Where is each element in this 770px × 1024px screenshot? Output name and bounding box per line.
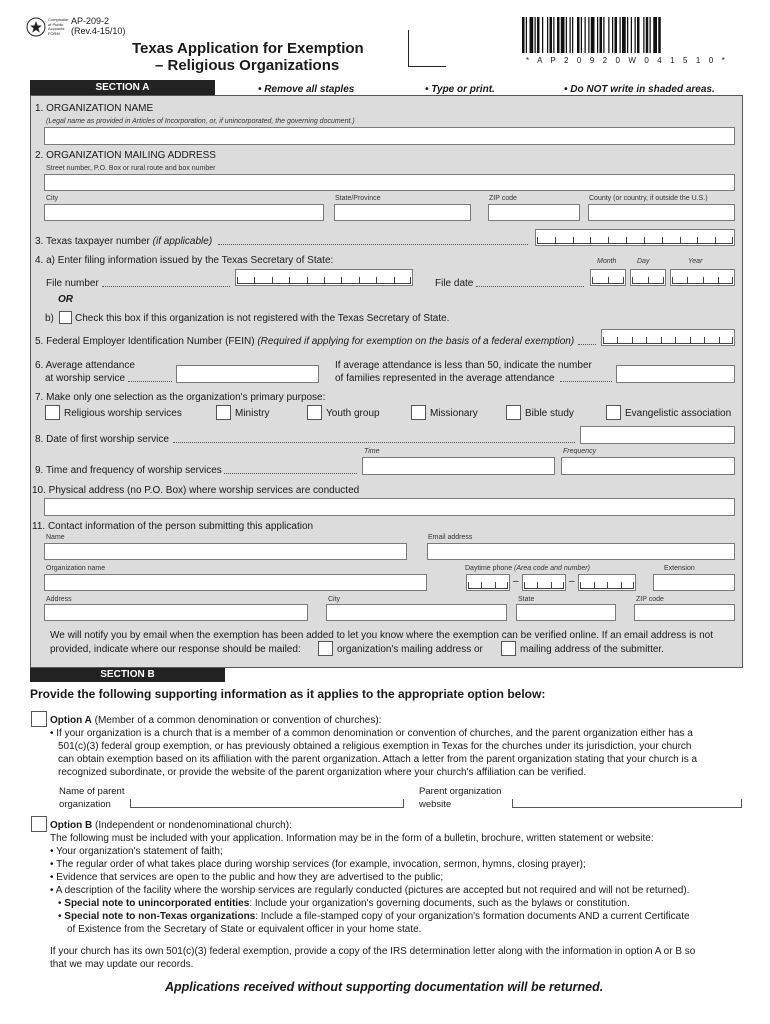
purpose-missionary-checkbox[interactable] bbox=[411, 405, 426, 420]
notify-org-address-label: organization's mailing address or bbox=[337, 644, 483, 655]
barcode-bar bbox=[637, 17, 640, 53]
q11-name-label: Name bbox=[46, 534, 65, 541]
q4-file-number-label: File number bbox=[46, 278, 99, 289]
q2-label: 2. ORGANIZATION MAILING ADDRESS bbox=[35, 150, 216, 161]
notify-org-address-checkbox[interactable] bbox=[318, 641, 333, 656]
digit-tick bbox=[394, 277, 395, 283]
section-b-heading: Provide the following supporting information as it applies to the appropriate option below: bbox=[30, 687, 546, 701]
file-date-year-ticks bbox=[672, 270, 733, 284]
purpose-worship-checkbox[interactable] bbox=[45, 405, 60, 420]
q4-day-label: Day bbox=[637, 258, 650, 265]
parent-website-label-2: website bbox=[419, 799, 452, 810]
contact-city-field[interactable] bbox=[326, 604, 507, 621]
footer-warning: Applications received without supporting documentation will be returned. bbox=[165, 980, 604, 994]
mailing-county-field[interactable] bbox=[588, 204, 735, 221]
option-b-bullet-3: • Evidence that services are open to the public and how they are advertised to the public; bbox=[50, 872, 444, 883]
digit-tick bbox=[495, 582, 496, 588]
q2-county-label bbox=[589, 195, 708, 202]
barcode-bar bbox=[570, 17, 571, 53]
q11-address-label: Address bbox=[46, 596, 72, 603]
q4-file-number-leader bbox=[102, 286, 230, 287]
note-unincorporated bbox=[58, 898, 630, 909]
purpose-evangelistic-checkbox[interactable] bbox=[606, 405, 621, 420]
worship-time-field[interactable] bbox=[362, 457, 555, 475]
barcode-bar bbox=[627, 17, 628, 53]
option-a-line2: 501(c)(3) federal group exemption, or has previously obtained a religious exemption in Texas for the churches under its jurisdiction, your church bbox=[58, 741, 692, 752]
barcode-bar bbox=[550, 17, 553, 53]
digit-tick bbox=[551, 582, 552, 588]
file-number-ticks bbox=[237, 270, 411, 284]
section-b-tab: SECTION B bbox=[30, 668, 225, 682]
digit-tick bbox=[590, 237, 591, 243]
q4-file-date-leader bbox=[476, 286, 584, 287]
parent-name-line[interactable] bbox=[130, 799, 404, 808]
note-nontexas-line2: of Existence from the Secretary of State or equivalent officer in your home state. bbox=[67, 924, 422, 935]
q11-phone-note: (Area code and number) bbox=[514, 565, 590, 572]
q2-state-label: State/Province bbox=[335, 195, 381, 202]
q11-extension-label: Extension bbox=[664, 565, 695, 572]
q8-label: 8. Date of first worship service bbox=[35, 434, 169, 445]
phone-extension-field[interactable] bbox=[653, 574, 735, 591]
digit-tick bbox=[719, 337, 720, 343]
barcode-bar bbox=[553, 17, 554, 53]
purpose-evangelistic-label: Evangelistic association bbox=[625, 408, 732, 419]
contact-zip-field[interactable] bbox=[634, 604, 735, 621]
digit-tick bbox=[237, 277, 238, 283]
comptroller-seal-text: Comptroller of Public Accounts FORM bbox=[48, 17, 69, 36]
option-b-checkbox[interactable] bbox=[31, 816, 47, 832]
barcode-bar bbox=[542, 17, 543, 53]
q4b-prefix: b) bbox=[45, 313, 54, 324]
option-a-heading bbox=[50, 715, 381, 726]
digit-tick bbox=[621, 582, 622, 588]
parent-name-label-2: organization bbox=[59, 799, 111, 810]
phone-area-code-ticks bbox=[468, 575, 508, 589]
option-a-line3: can obtain exemption based on its affiliation with the parent organization. Attach a letter from the parent organization stating that your church is a bbox=[58, 754, 698, 765]
digit-tick bbox=[697, 237, 698, 243]
barcode-bar bbox=[631, 17, 632, 53]
digit-tick bbox=[644, 237, 645, 243]
note-nontexas-title: Special note to non-Texas organizations bbox=[64, 911, 256, 922]
digit-tick bbox=[410, 277, 411, 283]
digit-tick bbox=[680, 237, 681, 243]
q11-city-label: City bbox=[328, 596, 341, 603]
parent-website-label-1: Parent organization bbox=[419, 786, 502, 797]
file-date-day-ticks bbox=[632, 270, 664, 284]
digit-tick bbox=[662, 237, 663, 243]
digit-tick bbox=[507, 582, 508, 588]
digit-tick bbox=[623, 277, 624, 283]
digit-tick bbox=[607, 582, 608, 588]
option-a-subtitle: (Member of a common denomination or convention of churches): bbox=[94, 715, 382, 726]
barcode-bar bbox=[561, 17, 565, 53]
notify-submitter-address-checkbox[interactable] bbox=[501, 641, 516, 656]
q9-time-label: Time bbox=[364, 448, 380, 455]
barcode-bar bbox=[522, 17, 525, 53]
digit-tick bbox=[608, 277, 609, 283]
option-a-line1: • If your organization is a church that is a member of a common denomination or convention of churches, and the parent organization either has a bbox=[50, 728, 693, 739]
digit-tick bbox=[376, 277, 377, 283]
note-nontexas bbox=[58, 911, 690, 922]
parent-name-label-1: Name of parent bbox=[59, 786, 125, 797]
digit-tick bbox=[704, 337, 705, 343]
purpose-ministry-checkbox[interactable] bbox=[216, 405, 231, 420]
phone-dash-2: – bbox=[569, 576, 575, 587]
digit-tick bbox=[687, 277, 688, 283]
barcode-bar bbox=[612, 17, 613, 53]
digit-tick bbox=[359, 277, 360, 283]
q3-label-text: 3. Texas taxpayer number bbox=[35, 236, 150, 247]
q6-right-leader bbox=[560, 381, 612, 382]
option-b-bullet-1: • Your organization's statement of faith; bbox=[50, 846, 223, 857]
digit-tick bbox=[646, 337, 647, 343]
contact-state-field[interactable] bbox=[516, 604, 616, 621]
notify-line2: provided, indicate where our response should be mailed: bbox=[50, 644, 301, 655]
digit-tick bbox=[732, 277, 733, 283]
q11-state-label: State bbox=[518, 596, 535, 603]
digit-tick bbox=[617, 337, 618, 343]
parent-website-line[interactable] bbox=[512, 799, 742, 808]
barcode-bar bbox=[615, 17, 618, 53]
barcode-bar bbox=[591, 17, 595, 53]
barcode-bar bbox=[526, 17, 527, 53]
digit-tick bbox=[555, 237, 556, 243]
barcode-bar bbox=[547, 17, 548, 53]
taxpayer-number-ticks bbox=[537, 230, 733, 244]
digit-tick bbox=[718, 277, 719, 283]
q6-leader bbox=[128, 381, 172, 382]
digit-tick bbox=[632, 277, 633, 283]
barcode-bar bbox=[600, 17, 603, 53]
barcode-bar bbox=[577, 17, 580, 53]
form-revision: (Rev.4-15/10) bbox=[71, 26, 126, 36]
digit-tick bbox=[481, 582, 482, 588]
q3-leader bbox=[218, 244, 528, 245]
q11-org-name-label: Organization name bbox=[46, 565, 106, 572]
digit-tick bbox=[663, 277, 664, 283]
phone-prefix-ticks bbox=[524, 575, 564, 589]
mailing-city-field[interactable] bbox=[44, 204, 324, 221]
option-b-bullet-2: • The regular order of what takes place during worship services (for example, invocation, sermon, hymns, closing prayer); bbox=[50, 859, 586, 870]
notify-submitter-address-label: mailing address of the submitter. bbox=[520, 644, 664, 655]
digit-tick bbox=[608, 237, 609, 243]
q10-label: 10. Physical address (no P.O. Box) where worship services are conducted bbox=[32, 485, 360, 496]
option-b-heading bbox=[50, 820, 292, 831]
q11-label: 11. Contact information of the person submitting this application bbox=[32, 521, 314, 532]
note-nontexas-bullet: • bbox=[58, 911, 65, 922]
file-date-month-ticks bbox=[592, 270, 624, 284]
section-a-tab: SECTION A bbox=[30, 80, 215, 95]
barcode-bar bbox=[643, 17, 644, 53]
barcode-bar bbox=[597, 17, 598, 53]
form-title-line1: Texas Application for Exemption bbox=[132, 40, 364, 57]
digit-tick bbox=[272, 277, 273, 283]
digit-tick bbox=[468, 582, 469, 588]
contact-address-field[interactable] bbox=[44, 604, 308, 621]
instruction-staples: • Remove all staples bbox=[258, 84, 355, 95]
barcode-bar bbox=[572, 17, 573, 53]
worship-frequency-field[interactable] bbox=[561, 457, 735, 475]
digit-tick bbox=[324, 277, 325, 283]
mailing-street-field[interactable] bbox=[44, 174, 735, 191]
digit-tick bbox=[675, 337, 676, 343]
q8-leader bbox=[173, 442, 575, 443]
note-unincorporated-title: Special note to unincorporated entities bbox=[64, 898, 250, 909]
q1-note: (Legal name as provided in Articles of Incorporation, or, if unincorporated, the governing document.) bbox=[46, 118, 355, 125]
barcode bbox=[522, 17, 739, 53]
q2-city-label: City bbox=[46, 195, 59, 202]
digit-tick bbox=[703, 277, 704, 283]
option-b-subtitle: (Independent or nondenominational church): bbox=[95, 820, 292, 831]
option-b-intro: The following must be included with your application. Information may be in the form of a bulletin, brochure, written statement or website: bbox=[50, 833, 654, 844]
digit-tick bbox=[690, 337, 691, 343]
purpose-bible-study-checkbox[interactable] bbox=[506, 405, 521, 420]
q2-zip-label: ZIP code bbox=[489, 195, 517, 202]
q9-frequency-label: Frequency bbox=[563, 448, 597, 455]
q3-label bbox=[35, 236, 212, 247]
barcode-bar bbox=[535, 17, 536, 53]
option-a-title: Option A bbox=[50, 715, 92, 726]
instruction-type: • Type or print. bbox=[425, 84, 495, 95]
digit-tick bbox=[715, 237, 716, 243]
barcode-bar bbox=[581, 17, 582, 53]
digit-tick bbox=[580, 582, 581, 588]
physical-address-field[interactable] bbox=[44, 498, 735, 516]
purpose-youth-label: Youth group bbox=[326, 408, 380, 419]
q4-month-label: Month bbox=[597, 258, 617, 265]
digit-tick bbox=[254, 277, 255, 283]
barcode-bar bbox=[557, 17, 560, 53]
digit-tick bbox=[563, 582, 564, 588]
purpose-missionary-label: Missionary bbox=[430, 408, 478, 419]
digit-tick bbox=[672, 277, 673, 283]
digit-tick bbox=[537, 582, 538, 588]
form-title-line2: – Religious Organizations bbox=[155, 57, 340, 74]
first-worship-date-field[interactable] bbox=[580, 426, 735, 444]
digit-tick bbox=[592, 277, 593, 283]
barcode-bar bbox=[566, 17, 567, 53]
q11-phone-label bbox=[465, 565, 590, 572]
digit-tick bbox=[289, 277, 290, 283]
q4b-label: Check this box if this organization is not registered with the Texas Secretary of State. bbox=[75, 313, 450, 324]
organization-name-field[interactable] bbox=[44, 127, 735, 145]
mailing-zip-field[interactable] bbox=[488, 204, 580, 221]
q9-label: 9. Time and frequency of worship services bbox=[35, 465, 222, 476]
phone-dash-1: – bbox=[513, 576, 519, 587]
comptroller-seal bbox=[26, 17, 46, 37]
option-a-line4: recognized subordinate, or provide the website of the parent organization where your church's affiliation can be verified. bbox=[58, 767, 587, 778]
barcode-bar bbox=[537, 17, 540, 53]
option-a-checkbox[interactable] bbox=[31, 711, 47, 727]
purpose-ministry-label: Ministry bbox=[235, 408, 270, 419]
fein-ticks bbox=[603, 330, 733, 344]
note-nontexas-text: : Include a file-stamped copy of your organization's formation documents AND a current Certificate bbox=[255, 911, 690, 922]
contact-org-name-field[interactable] bbox=[44, 574, 427, 591]
q6-right-line1: If average attendance is less than 50, indicate the number bbox=[335, 360, 592, 371]
barcode-bar bbox=[620, 17, 621, 53]
notify-line1: We will notify you by email when the exemption has been added to let you know where the exemption can be verified online. If an email address is not bbox=[50, 630, 713, 641]
not-registered-checkbox[interactable] bbox=[59, 311, 72, 324]
option-b-bullet-4: • A description of the facility where the worship services are regularly conducted (pictures are accepted but not required and will not be returned). bbox=[50, 885, 690, 896]
barcode-bar bbox=[585, 17, 586, 53]
digit-tick bbox=[537, 237, 538, 243]
barcode-bar bbox=[588, 17, 589, 53]
purpose-bible-study-label: Bible study bbox=[525, 408, 574, 419]
q6-right-line2: of families represented in the average attendance bbox=[335, 373, 555, 384]
barcode-bar bbox=[658, 17, 661, 53]
form-number: AP-209-2 bbox=[71, 16, 110, 26]
contact-name-field[interactable] bbox=[44, 543, 407, 560]
q11-phone-text: Daytime phone bbox=[465, 565, 513, 572]
q7-label: 7. Make only one selection as the organization's primary purpose: bbox=[35, 392, 326, 403]
purpose-worship-label: Religious worship services bbox=[64, 408, 182, 419]
q4-or: OR bbox=[58, 294, 73, 305]
digit-tick bbox=[732, 337, 733, 343]
digit-tick bbox=[524, 582, 525, 588]
digit-tick bbox=[661, 337, 662, 343]
barcode-bar bbox=[650, 17, 651, 53]
digit-tick bbox=[633, 582, 634, 588]
q3-note: (if applicable) bbox=[152, 236, 213, 247]
barcode-bar bbox=[603, 17, 604, 53]
mailing-state-field[interactable] bbox=[334, 204, 471, 221]
q5-leader bbox=[578, 344, 596, 345]
digit-tick bbox=[307, 277, 308, 283]
digit-tick bbox=[648, 277, 649, 283]
barcode-text: * A P 2 0 9 2 0 W 0 4 1 5 1 0 * bbox=[526, 56, 728, 65]
q1-label: 1. ORGANIZATION NAME bbox=[35, 103, 154, 114]
q4a-label: 4. a) Enter filing information issued by the Texas Secretary of State: bbox=[35, 255, 334, 266]
digit-tick bbox=[632, 337, 633, 343]
q5-label-text: 5. Federal Employer Identification Number (FEIN) bbox=[35, 336, 255, 347]
barcode-bar bbox=[646, 17, 649, 53]
digit-tick bbox=[603, 337, 604, 343]
barcode-bar bbox=[608, 17, 609, 53]
families-represented-field[interactable] bbox=[616, 365, 735, 383]
q2-county-text: County (or country, if outside the U.S.) bbox=[589, 195, 708, 202]
note-unincorporated-text: : Include your organization's governing documents, such as the bylaws or constitution. bbox=[249, 898, 630, 909]
q2-street-label: Street number, P.O. Box or rural route and box number bbox=[46, 165, 216, 172]
q4-file-date-label: File date bbox=[435, 278, 474, 289]
irs-line1: If your church has its own 501(c)(3) federal exemption, provide a copy of the IRS determination letter along with the information in option A or B so bbox=[50, 946, 696, 957]
digit-tick bbox=[341, 277, 342, 283]
q5-note: (Required if applying for exemption on the basis of a federal exemption) bbox=[257, 336, 575, 347]
receipt-bracket bbox=[408, 30, 446, 67]
barcode-bar bbox=[653, 17, 657, 53]
q11-zip-label: ZIP code bbox=[636, 596, 664, 603]
irs-line2: that we may update our records. bbox=[50, 959, 194, 970]
purpose-youth-checkbox[interactable] bbox=[307, 405, 322, 420]
barcode-bar bbox=[530, 17, 534, 53]
instruction-shaded: • Do NOT write in shaded areas. bbox=[564, 84, 715, 95]
q4-year-label: Year bbox=[688, 258, 703, 265]
digit-tick bbox=[732, 237, 733, 243]
q6-label-line1: 6. Average attendance bbox=[35, 360, 135, 371]
q9-leader bbox=[224, 473, 357, 474]
note-unincorporated-bullet: • bbox=[58, 898, 65, 909]
phone-line-ticks bbox=[580, 575, 634, 589]
digit-tick bbox=[594, 582, 595, 588]
barcode-bar bbox=[635, 17, 636, 53]
average-attendance-field[interactable] bbox=[176, 365, 319, 383]
digit-tick bbox=[573, 237, 574, 243]
option-b-title: Option B bbox=[50, 820, 93, 831]
contact-email-field[interactable] bbox=[427, 543, 735, 560]
q6-label-line2: at worship service bbox=[45, 373, 126, 384]
q5-label bbox=[35, 336, 574, 347]
digit-tick bbox=[626, 237, 627, 243]
barcode-bar bbox=[622, 17, 626, 53]
q11-email-label: Email address bbox=[428, 534, 473, 541]
